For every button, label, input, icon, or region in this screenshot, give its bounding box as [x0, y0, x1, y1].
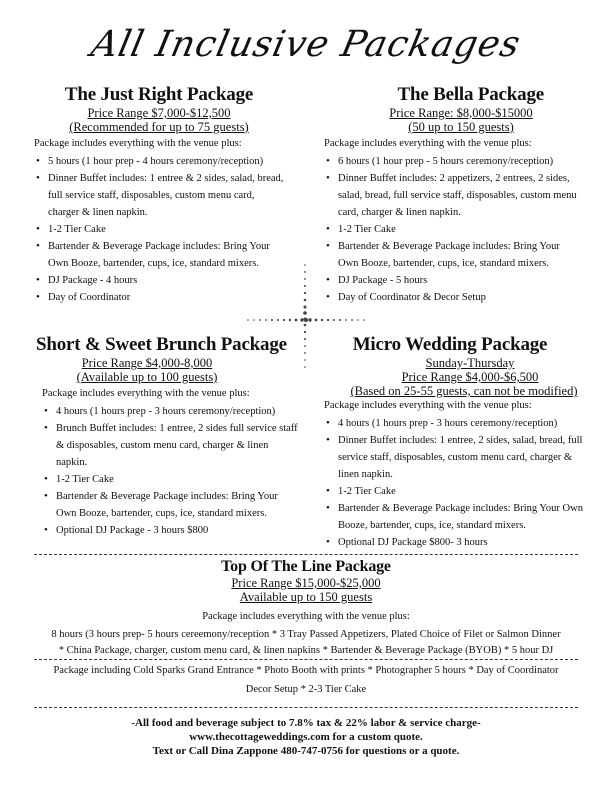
just-right-package — [34, 84, 284, 306]
list-item: • DJ Package - 5 hours — [338, 272, 578, 289]
bella-package — [324, 84, 578, 306]
guest-note: (Recommended for up to 75 guests) — [69, 120, 249, 134]
price-range: Price Range $15,000-$25,000 — [231, 576, 381, 590]
list-item: • Day of Coordinator & Decor Setup — [338, 289, 578, 306]
list-item: • 5 hours (1 hour prep - 4 hours ceremony/reception) — [48, 153, 284, 170]
website-line: www.thecottageweddings.com for a custom quote. — [189, 731, 423, 743]
list-item: • 4 hours (1 hours prep - 3 hours ceremony/reception) — [56, 403, 298, 420]
list-item: • Dinner Buffet includes: 1 entree & 2 sides, salad, bread, full service staff, disposables, custom menu card, charger & linen napkin. — [48, 170, 284, 221]
list-item: • Bartender & Beverage Package includes: Bring Your Own Booze, bartender, cups, ice, standard mixers. — [338, 500, 586, 534]
intro-text: Package includes everything with the venue plus: — [324, 138, 532, 149]
feature-list — [324, 415, 586, 551]
feature-list — [36, 403, 298, 539]
package-title: Short & Sweet Brunch Package — [36, 334, 287, 355]
intro-text: Package includes everything with the venue plus: — [42, 388, 250, 399]
list-item: • DJ Package - 4 hours — [48, 272, 284, 289]
package-title: The Just Right Package — [64, 84, 254, 105]
price-range: Price Range $7,000-$12,500 — [87, 106, 231, 120]
list-item: • Optional DJ Package - 3 hours $800 — [56, 522, 298, 539]
days-note: Sunday-Thursday — [425, 356, 515, 370]
package-title: Top Of The Line Package — [221, 558, 391, 575]
list-item: • Brunch Buffet includes: 1 entree, 2 sides full service staff & disposables, custom menu card, charger & linen napkin. — [56, 420, 298, 471]
dashed-separator — [34, 659, 578, 660]
page-title: All Inclusive Packages — [87, 24, 525, 65]
list-item: • Bartender & Beverage Package includes: Bring Your Own Booze, bartender, cups, ice, standard mixers. — [56, 488, 298, 522]
top-package-details: Decor Setup * 2-3 Tier Cake — [245, 684, 367, 695]
list-item: • Day of Coordinator — [48, 289, 284, 306]
micro-wedding-package — [324, 334, 586, 551]
list-item: • 6 hours (1 hour prep - 5 hours ceremony/reception) — [338, 153, 578, 170]
guest-note: (Available up to 100 guests) — [76, 370, 218, 384]
price-range: Price Range $4,000-8,000 — [81, 356, 213, 370]
price-range: Price Range $4,000-$6,500 — [401, 370, 539, 384]
list-item: • 4 hours (1 hours prep - 3 hours ceremony/reception) — [338, 415, 586, 432]
feature-list — [324, 153, 578, 306]
dotted-divider-vertical — [303, 262, 307, 372]
top-package-details: Package including Cold Sparks Grand Entrance * Photo Booth with prints * Photographer 5 hours * Day of Coordinator — [53, 665, 559, 676]
brunch-package — [36, 334, 298, 539]
list-item: • Bartender & Beverage Package includes: Bring Your Own Booze, bartender, cups, ice, standard mixers. — [338, 238, 578, 272]
top-package-details: 8 hours (3 hours prep- 5 hours cereemony/reception * 3 Tray Passed Appetizers, Plated Choice of Filet or Salmon Dinner — [51, 629, 561, 640]
list-item: • 1-2 Tier Cake — [338, 483, 586, 500]
top-package-intro: Package includes everything with the venue plus: — [202, 611, 410, 622]
tax-note: -All food and beverage subject to 7.8% tax & 22% labor & service charge- — [131, 717, 481, 729]
list-item: • 1-2 Tier Cake — [338, 221, 578, 238]
feature-list — [34, 153, 284, 306]
top-of-the-line-package — [34, 558, 578, 604]
price-range: Price Range: $8,000-$15000 — [389, 106, 533, 120]
contact-line: Text or Call Dina Zappone 480-747-0756 for questions or a quote. — [152, 745, 460, 757]
list-item: • Dinner Buffet includes: 1 entree, 2 sides, salad, bread, full service staff, disposables, custom menu card, charger & linen napkin. — [338, 432, 586, 483]
intro-text: Package includes everything with the venue plus: — [324, 400, 532, 411]
list-item: • Dinner Buffet includes: 2 appetizers, 2 entrees, 2 sides, salad, bread, full service staff, disposables, custom menu card, charger & linen napkin. — [338, 170, 578, 221]
guest-note: (Based on 25-55 guests, can not be modified) — [350, 384, 578, 398]
list-item: • 1-2 Tier Cake — [56, 471, 298, 488]
footer — [0, 716, 612, 758]
list-item: • Bartender & Beverage Package includes: Bring Your Own Booze, bartender, cups, ice, standard mixers. — [48, 238, 284, 272]
package-title: The Bella Package — [397, 84, 544, 105]
guest-note: Available up to 150 guests — [239, 590, 373, 604]
top-package-details: * China Package, charger, custom menu card, & linen napkins * Bartender & Beverage Package (BYOB) * 5 hour DJ — [58, 645, 554, 656]
dashed-separator — [34, 554, 578, 555]
list-item: • 1-2 Tier Cake — [48, 221, 284, 238]
guest-note: (50 up to 150 guests) — [408, 120, 514, 134]
intro-text: Package includes everything with the venue plus: — [34, 138, 242, 149]
package-title: Micro Wedding Package — [352, 334, 548, 355]
dashed-separator — [34, 707, 578, 708]
list-item: • Optional DJ Package $800- 3 hours — [338, 534, 586, 551]
